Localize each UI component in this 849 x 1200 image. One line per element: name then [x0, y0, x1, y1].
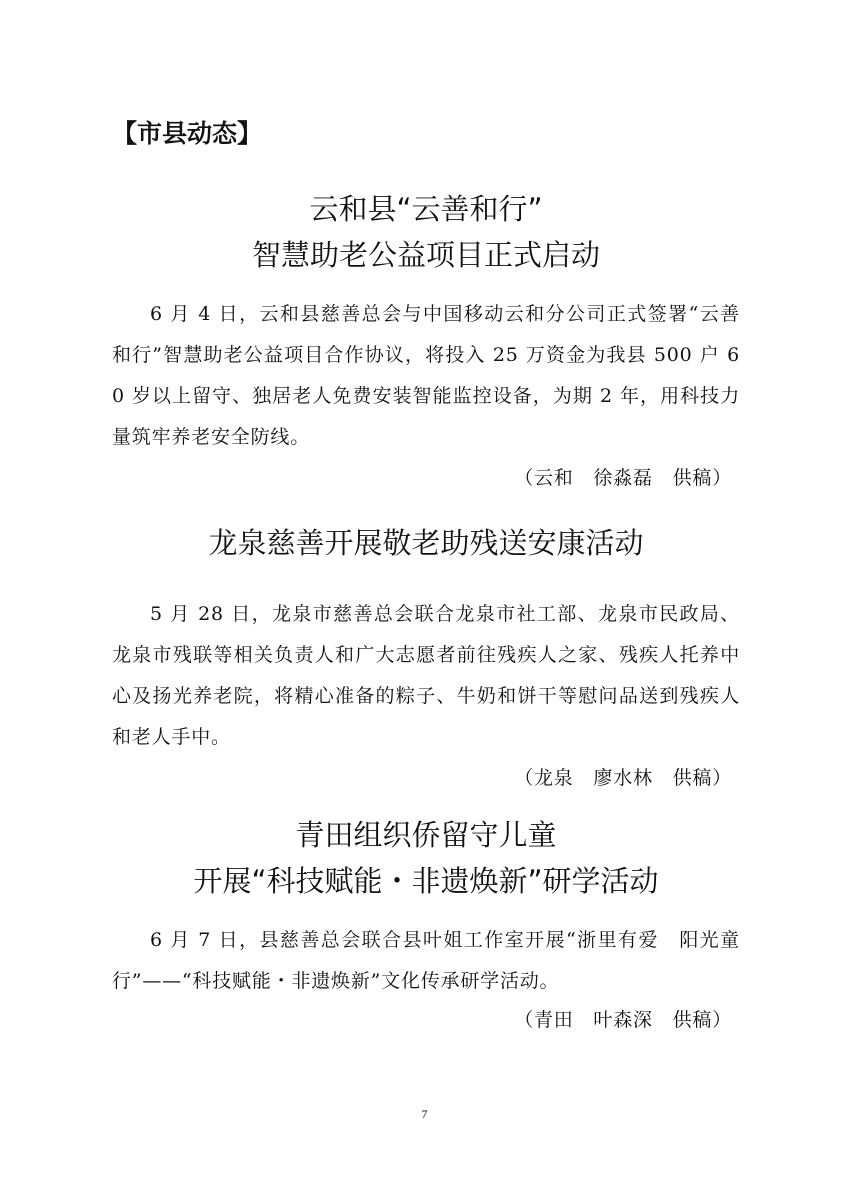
section-heading: 【市县动态】 [112, 119, 263, 148]
headline-line: 云和县“云善和行” [309, 192, 543, 226]
news-body: 5 月 28 日，龙泉市慈善总会联合龙泉市社工部、龙泉市民政局、龙泉市残联等相关负责人和广大志愿者前往残疾人之家、残疾人托养中心及扬光养老院，将精心准备的粽子、牛奶和饼干等慰问品送到残疾人和老人手中。 [112, 603, 740, 748]
news-item [112, 186, 740, 499]
news-body: 6 月 4 日，云和县慈善总会与中国移动云和分公司正式签署“云善和行”智慧助老公益项目合作协议，将投入 25 万资金为我县 500 户 60 岁以上留守、独居老人免费安装智能监控设备，为期 2 年，用科技力量筑牢养老安全防线。 [112, 303, 740, 448]
page-number: 7 [421, 1107, 428, 1121]
news-byline: （龙泉 廖水林 供稿） [514, 767, 732, 789]
headline-line: 青田组织侨留守儿童 [295, 818, 557, 852]
news-body: 6 月 7 日，县慈善总会联合县叶姐工作室开展“浙里有爱 阳光童行”——“科技赋能・非遗焕新”文化传承研学活动。 [112, 929, 740, 992]
news-headline [112, 186, 740, 278]
news-headline [112, 812, 740, 904]
news-byline: （青田 叶森深 供稿） [514, 1009, 732, 1031]
news-headline [112, 520, 740, 566]
news-item [112, 812, 740, 1038]
news-byline: （云和 徐淼磊 供稿） [514, 467, 732, 489]
headline-line: 龙泉慈善开展敬老助残送安康活动 [208, 526, 644, 560]
headline-line: 智慧助老公益项目正式启动 [251, 238, 600, 272]
news-item [112, 520, 740, 799]
headline-line: 开展“科技赋能・非遗焕新”研学活动 [193, 864, 659, 898]
